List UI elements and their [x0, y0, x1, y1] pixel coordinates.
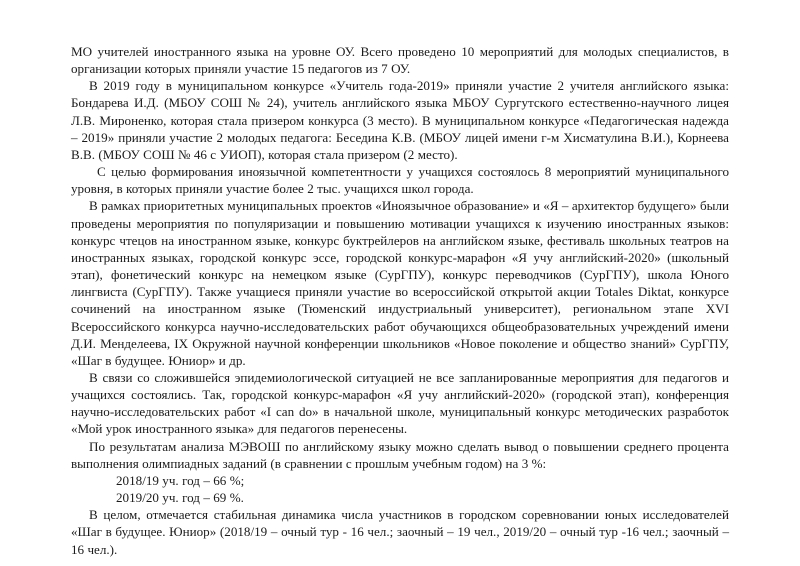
paragraph-teacher-of-the-year-2019: В 2019 году в муниципальном конкурсе «Учитель года-2019» приняли участие 2 учителя английского языка: Бондарева И.Д. (МБОУ СОШ № 24), учитель английского языка МБОУ Сургутского естественно-научного лицея Л.В. Мироненко, которая стала призером конкурса (3 место). В муниципальном конкурсе «Педагогическая надежда – 2019» приняли участие 2 молодых педагога: Беседина К.В. (МБОУ лицей имени г-м Хисматулина В.И.), Корнеева В.В. (МБОУ СОШ № 46 с УИОП), которая стала призером (2 место). — [71, 78, 729, 162]
paragraph-step-into-future-junior-stats: В целом, отмечается стабильная динамика числа участников в городском соревновании юных исследователей «Шаг в будущее. Юниор» (2018/19 – очный тур - 16 чел.; заочный – 19 чел., 2019/20 – очный тур -16 чел.; заочный – 16 чел.). — [71, 507, 729, 557]
document-text-body — [71, 43, 729, 558]
paragraph-olympiad-results-intro: По результатам анализа МЭВОШ по английскому языку можно сделать вывод о повышении среднего процента выполнения олимпиадных заданий (в сравнении с прошлым учебным годом) на 3 %: — [71, 438, 729, 471]
paragraph-continuation-mo-teachers: МО учителей иностранного языка на уровне ОУ. Всего проведено 10 мероприятий для молодых специалистов, в организации которых приняли участие 15 педагогов из 7 ОУ. — [71, 44, 729, 77]
paragraph-epidemiological-situation: В связи со сложившейся эпидемиологической ситуацией не все запланированные мероприятия для педагогов и учащихся состоялись. Так, городской конкурс-марафон «Я учу английский-2020» (городской этап), конференция научно-исследовательских работ «I can do» в начальной школе, муниципальный конкурс методических разработок «Мой урок иностранного языка» для педагогов перенесены. — [71, 369, 729, 437]
paragraph-priority-municipal-projects: В рамках приоритетных муниципальных проектов «Иноязычное образование» и «Я – архитектор будущего» были проведены мероприятия по популяризации и повышению мотивации учащихся к изучению иностранных языков: конкурс чтецов на иностранном языке, конкурс буктрейлеров на английском языке, фестиваль школьных театров на иностранных языках, городской конкурс эссе, городской конкурс-марафон «Я учу английский-2020» (школьный этап), фонетический конкурс на немецком языке (СурГПУ), конкурс переводчиков (СурГПУ), школа Юного лингвиста (СурГПУ). Также учащиеся приняли участие во всероссийской открытой акции Totales Diktat, конкурсе сочинений на иностранном языке (Тюменский индустриальный университет), региональном этапе XVI Всероссийского конкурса научно-исследовательских работ обучающихся общеобразовательных учреждений имени Д.И. Менделеева, IX Окружной научной конференции школьников «Новое поколение и общество знаний» СурГПУ, «Шаг в будущее. Юниор» и др. — [71, 198, 729, 368]
paragraph-foreign-language-competence: С целью формирования иноязычной компетентности у учащихся состоялось 8 мероприятий муниципального уровня, в которых приняли участие более 2 тыс. учащихся школ города. — [71, 164, 729, 197]
list-item-academic-year-2019-20: 2019/20 уч. год – 69 %. — [116, 490, 244, 506]
list-item-academic-year-2018-19: 2018/19 уч. год – 66 %; — [116, 472, 245, 488]
